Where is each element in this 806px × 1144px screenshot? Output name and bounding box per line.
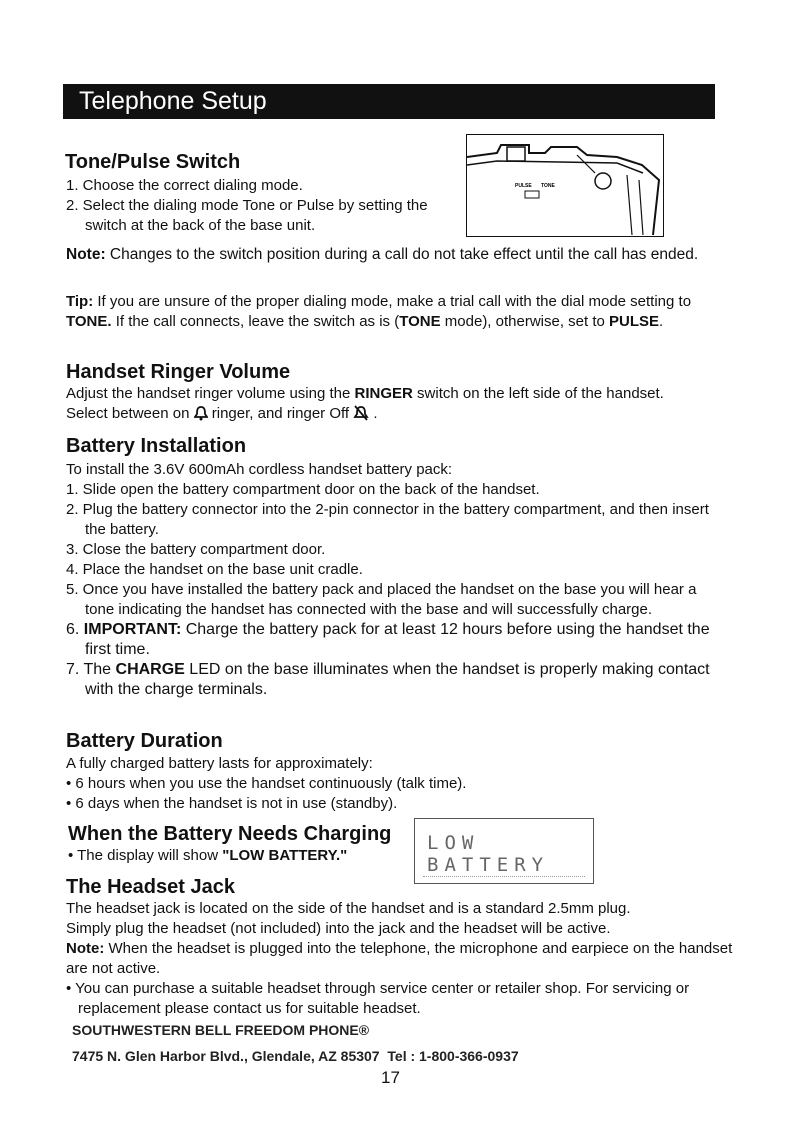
headset-paragraph-1: The headset jack is located on the side of the handset and is a standard 2.5mm plug. [66,900,631,917]
tip-text-3: mode), otherwise, set to [440,313,610,330]
battery-step-6 [66,620,726,660]
ringer-heading: Handset Ringer Volume [66,361,291,383]
charging-text-1: • The display will show [68,847,223,864]
footer-tel: Tel : 1-800-366-0937 [387,1048,519,1064]
headset-note-label: Note: [66,940,105,957]
battery-step-4: 4. Place the handset on the base unit cradle. [66,561,363,578]
tip-label: Tip: [66,293,94,310]
battery-install-list [66,460,726,700]
ringer-text [66,384,706,427]
figure-tone-label: TONE [541,183,555,189]
section-banner [63,84,715,119]
tone-pulse-steps [66,176,461,236]
phone-base-drawing [467,135,664,237]
tip-text-2: If the call connects, leave the switch as is ( [111,313,400,330]
headset-text [66,899,736,1019]
ringer-text-4: . [369,405,378,422]
tip-end: . [659,313,664,330]
headset-bullet: • You can purchase a suitable headset through service center or retailer shop. For servicing or replacement please contact us for suitable headset. [66,980,690,1017]
battery-step-6-text: Charge the battery pack for at least 12 hours before using the handset the first time. [85,621,710,658]
battery-step-1: 1. Slide open the battery compartment door on the back of the handset. [66,481,540,498]
headset-note-text: When the headset is plugged into the telephone, the microphone and earpiece on the handset are not active. [66,940,733,977]
tone-pulse-step-1: 1. Choose the correct dialing mode. [66,177,303,194]
battery-step-6-num: 6. [66,621,84,638]
note-text: Changes to the switch position during a call do not take effect until the call has ended. [105,246,699,263]
important-label: IMPORTANT: [83,621,182,638]
base-switch-illustration [466,134,664,237]
footer-contact [72,1048,519,1064]
tone-pulse-note [66,245,706,265]
battery-step-3: 3. Close the battery compartment door. [66,541,326,558]
battery-install-intro: To install the 3.6V 600mAh cordless handset battery pack: [66,461,453,478]
ringer-text-2: switch on the left side of the handset. Select between on [66,385,664,422]
lcd-display [414,818,594,884]
battery-duration-heading: Battery Duration [66,730,223,752]
tip-tone-1: TONE. [66,313,112,330]
battery-step-5: 5. Once you have installed the battery pack and placed the handset on the base you will hear a tone indicating the handset has connected with the base and will successfully charge. [66,581,697,618]
battery-duration-list [66,754,706,814]
battery-duration-intro: A fully charged battery lasts for approximately: [66,755,373,772]
battery-duration-talk: • 6 hours when you use the handset continuously (talk time). [66,775,467,792]
headset-paragraph-2: Simply plug the headset (not included) into the jack and the headset will be active. [66,920,611,937]
charge-label: CHARGE [115,661,185,678]
tone-pulse-heading: Tone/Pulse Switch [65,151,241,173]
page-number: 17 [381,1068,400,1087]
tip-tone-2: TONE [399,313,441,330]
charging-text [68,846,347,866]
ringer-text-1: Adjust the handset ringer volume using the [66,385,355,402]
headset-note [66,939,736,979]
tip-text-1: If you are unsure of the proper dialing mode, make a trial call with the dial mode setting to [93,293,692,310]
figure-pulse-label: PULSE [515,183,532,189]
lcd-divider [423,870,585,877]
footer-address: 7475 N. Glen Harbor Blvd., Glendale, AZ 85307 [72,1048,380,1064]
battery-step-2: 2. Plug the battery connector into the 2-pin connector in the battery compartment, and then insert the battery. [66,501,709,538]
battery-duration-standby: • 6 days when the handset is not in use (standby). [66,795,398,812]
bell-off-icon [353,405,369,427]
ringer-word: RINGER [354,385,413,402]
ringer-text-3: ringer, and ringer Off [207,405,354,422]
headset-heading: The Headset Jack [66,876,235,898]
battery-step-7 [66,660,726,700]
tip-pulse: PULSE [609,313,660,330]
bell-icon [194,406,208,427]
footer-brand: SOUTHWESTERN BELL FREEDOM PHONE® [72,1022,370,1038]
battery-install-heading: Battery Installation [66,435,247,457]
tone-pulse-tip [66,292,706,332]
tone-pulse-step-2: 2. Select the dialing mode Tone or Pulse by setting the switch at the back of the base unit. [66,197,428,234]
low-battery-word: "LOW BATTERY." [222,847,348,864]
lcd-display-text: LOW BATTERY [427,832,550,876]
charging-heading: When the Battery Needs Charging [68,823,392,845]
banner-title: Telephone Setup [79,87,267,115]
battery-step-7-num: 7. The [66,661,116,678]
note-label: Note: [66,246,106,263]
battery-step-7-text: LED on the base illuminates when the handset is properly making contact with the charge terminals. [85,661,710,698]
